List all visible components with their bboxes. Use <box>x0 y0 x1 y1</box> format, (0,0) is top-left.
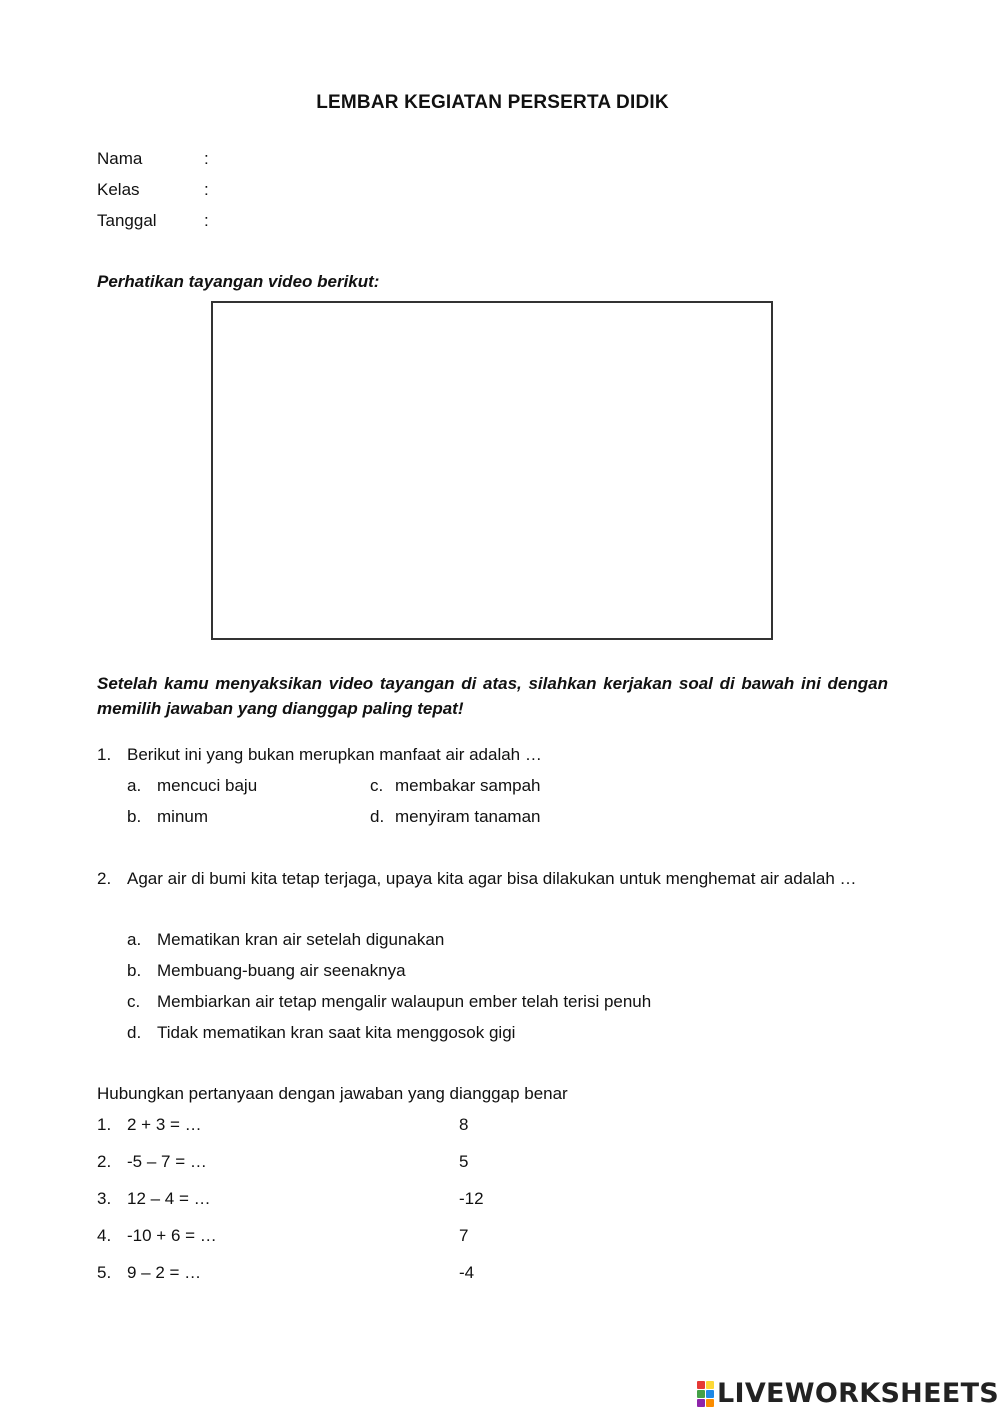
option-letter: a. <box>127 930 142 949</box>
liveworksheets-logo-text: LIVEWORKSHEETS <box>717 1378 1000 1409</box>
option-text[interactable]: mencuci baju <box>157 776 258 795</box>
option-text[interactable]: membakar sampah <box>395 776 541 795</box>
matching-answer[interactable]: -12 <box>459 1189 484 1208</box>
matching-number: 5. <box>97 1263 112 1282</box>
question-text: Agar air di bumi kita tetap terjaga, upaya kita agar bisa dilakukan untuk menghemat air adalah … <box>127 869 857 888</box>
matching-answer[interactable]: 5 <box>459 1152 469 1171</box>
matching-question[interactable]: -10 + 6 = … <box>127 1226 217 1245</box>
option-text[interactable]: menyiram tanaman <box>395 807 541 826</box>
question-text: Berikut ini yang bukan merupkan manfaat air adalah … <box>127 745 542 764</box>
logo-square <box>706 1390 714 1398</box>
option-letter: b. <box>127 807 142 826</box>
option-letter: b. <box>127 961 142 980</box>
matching-number: 1. <box>97 1115 112 1134</box>
matching-answer[interactable]: 7 <box>459 1226 469 1245</box>
option-text[interactable]: Tidak mematikan kran saat kita menggosok gigi <box>157 1023 516 1042</box>
matching-question[interactable]: -5 – 7 = … <box>127 1152 207 1171</box>
option-text[interactable]: Membuang-buang air seenaknya <box>157 961 406 980</box>
logo-square <box>697 1381 705 1389</box>
logo-square <box>697 1399 705 1407</box>
video-placeholder[interactable] <box>211 301 773 640</box>
field-colon: : <box>204 211 209 230</box>
liveworksheets-logo <box>697 1378 999 1409</box>
option-text[interactable]: Membiarkan air tetap mengalir walaupun ember telah terisi penuh <box>157 992 652 1011</box>
field-label-kelas: Kelas <box>97 180 140 199</box>
matching-answer[interactable]: -4 <box>459 1263 475 1282</box>
liveworksheets-logo-icon <box>697 1381 714 1407</box>
field-colon: : <box>204 149 209 168</box>
logo-square <box>706 1381 714 1389</box>
matching-number: 4. <box>97 1226 112 1245</box>
question-number: 1. <box>97 745 112 764</box>
field-label-tanggal: Tanggal <box>97 211 157 230</box>
matching-number: 2. <box>97 1152 112 1171</box>
option-text[interactable]: minum <box>157 807 209 826</box>
matching-question[interactable]: 12 – 4 = … <box>127 1189 211 1208</box>
option-letter: d. <box>127 1023 142 1042</box>
option-letter: a. <box>127 776 142 795</box>
matching-number: 3. <box>97 1189 112 1208</box>
field-label-nama: Nama <box>97 149 143 168</box>
matching-answer[interactable]: 8 <box>459 1115 469 1134</box>
matching-instruction: Hubungkan pertanyaan dengan jawaban yang dianggap benar <box>97 1084 568 1103</box>
page-title: LEMBAR KEGIATAN PERSERTA DIDIK <box>316 92 669 113</box>
matching-question[interactable]: 2 + 3 = … <box>127 1115 202 1134</box>
field-colon: : <box>204 180 209 199</box>
matching-question[interactable]: 9 – 2 = … <box>127 1263 202 1282</box>
option-text[interactable]: Mematikan kran air setelah digunakan <box>157 930 445 949</box>
logo-square <box>706 1399 714 1407</box>
option-letter: d. <box>370 807 385 826</box>
option-letter: c. <box>370 776 384 795</box>
logo-square <box>697 1390 705 1398</box>
video-prompt: Perhatikan tayangan video berikut: <box>97 272 380 291</box>
question-number: 2. <box>97 869 112 888</box>
option-letter: c. <box>127 992 141 1011</box>
instruction-text: Setelah kamu menyaksikan video tayangan di atas, silahkan kerjakan soal di bawah ini dengan memilih jawaban yang dianggap paling tepat! <box>97 674 888 718</box>
